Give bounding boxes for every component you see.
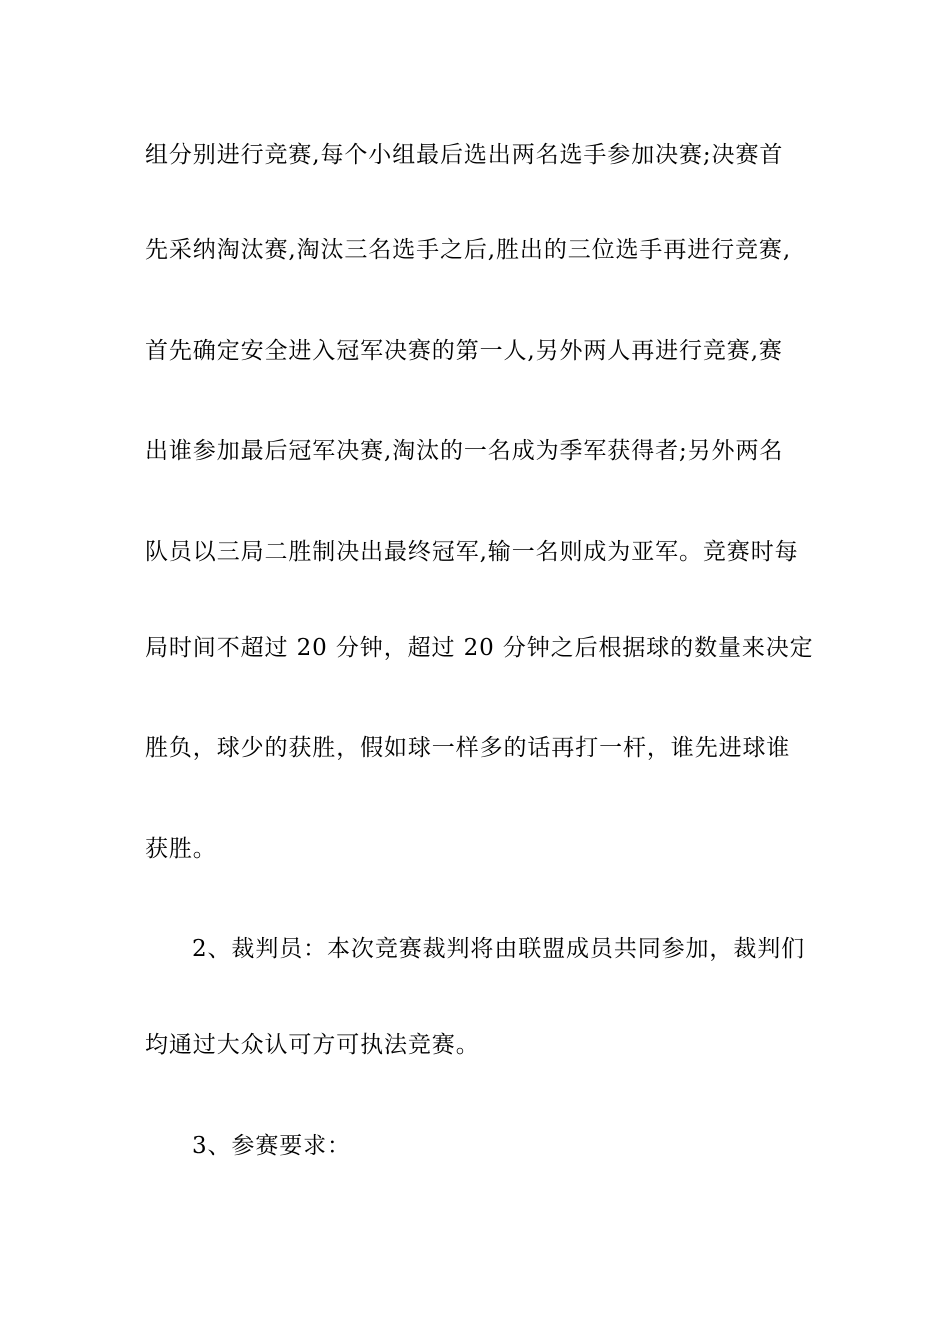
paragraph-line: 首先确定安全进入冠军决赛的第一人,另外两人再进行竞赛,赛 [145,338,783,364]
referee-section-line: 2、裁判员：本次竞赛裁判将由联盟成员共同参加，裁判们 [192,936,806,962]
paragraph-line: 出谁参加最后冠军决赛,淘汰的一名成为季军获得者;另外两名 [145,438,784,464]
requirements-heading: 3、参赛要求： [192,1133,351,1159]
paragraph-line: 先采纳淘汰赛,淘汰三名选手之后,胜出的三位选手再进行竞赛, [145,237,792,263]
paragraph-line: 局时间不超过 20 分钟，超过 20 分钟之后根据球的数量来决定 [145,635,814,661]
paragraph-line: 获胜。 [145,836,217,862]
paragraph-line: 组分别进行竞赛,每个小组最后选出两名选手参加决赛;决赛首 [145,142,784,168]
paragraph-line: 均通过大众认可方可执法竞赛。 [145,1032,480,1058]
paragraph-line: 胜负，球少的获胜，假如球一样多的话再打一杆，谁先进球谁 [145,735,791,761]
paragraph-line: 队员以三局二胜制决出最终冠军,输一名则成为亚军。竞赛时每 [145,539,799,565]
